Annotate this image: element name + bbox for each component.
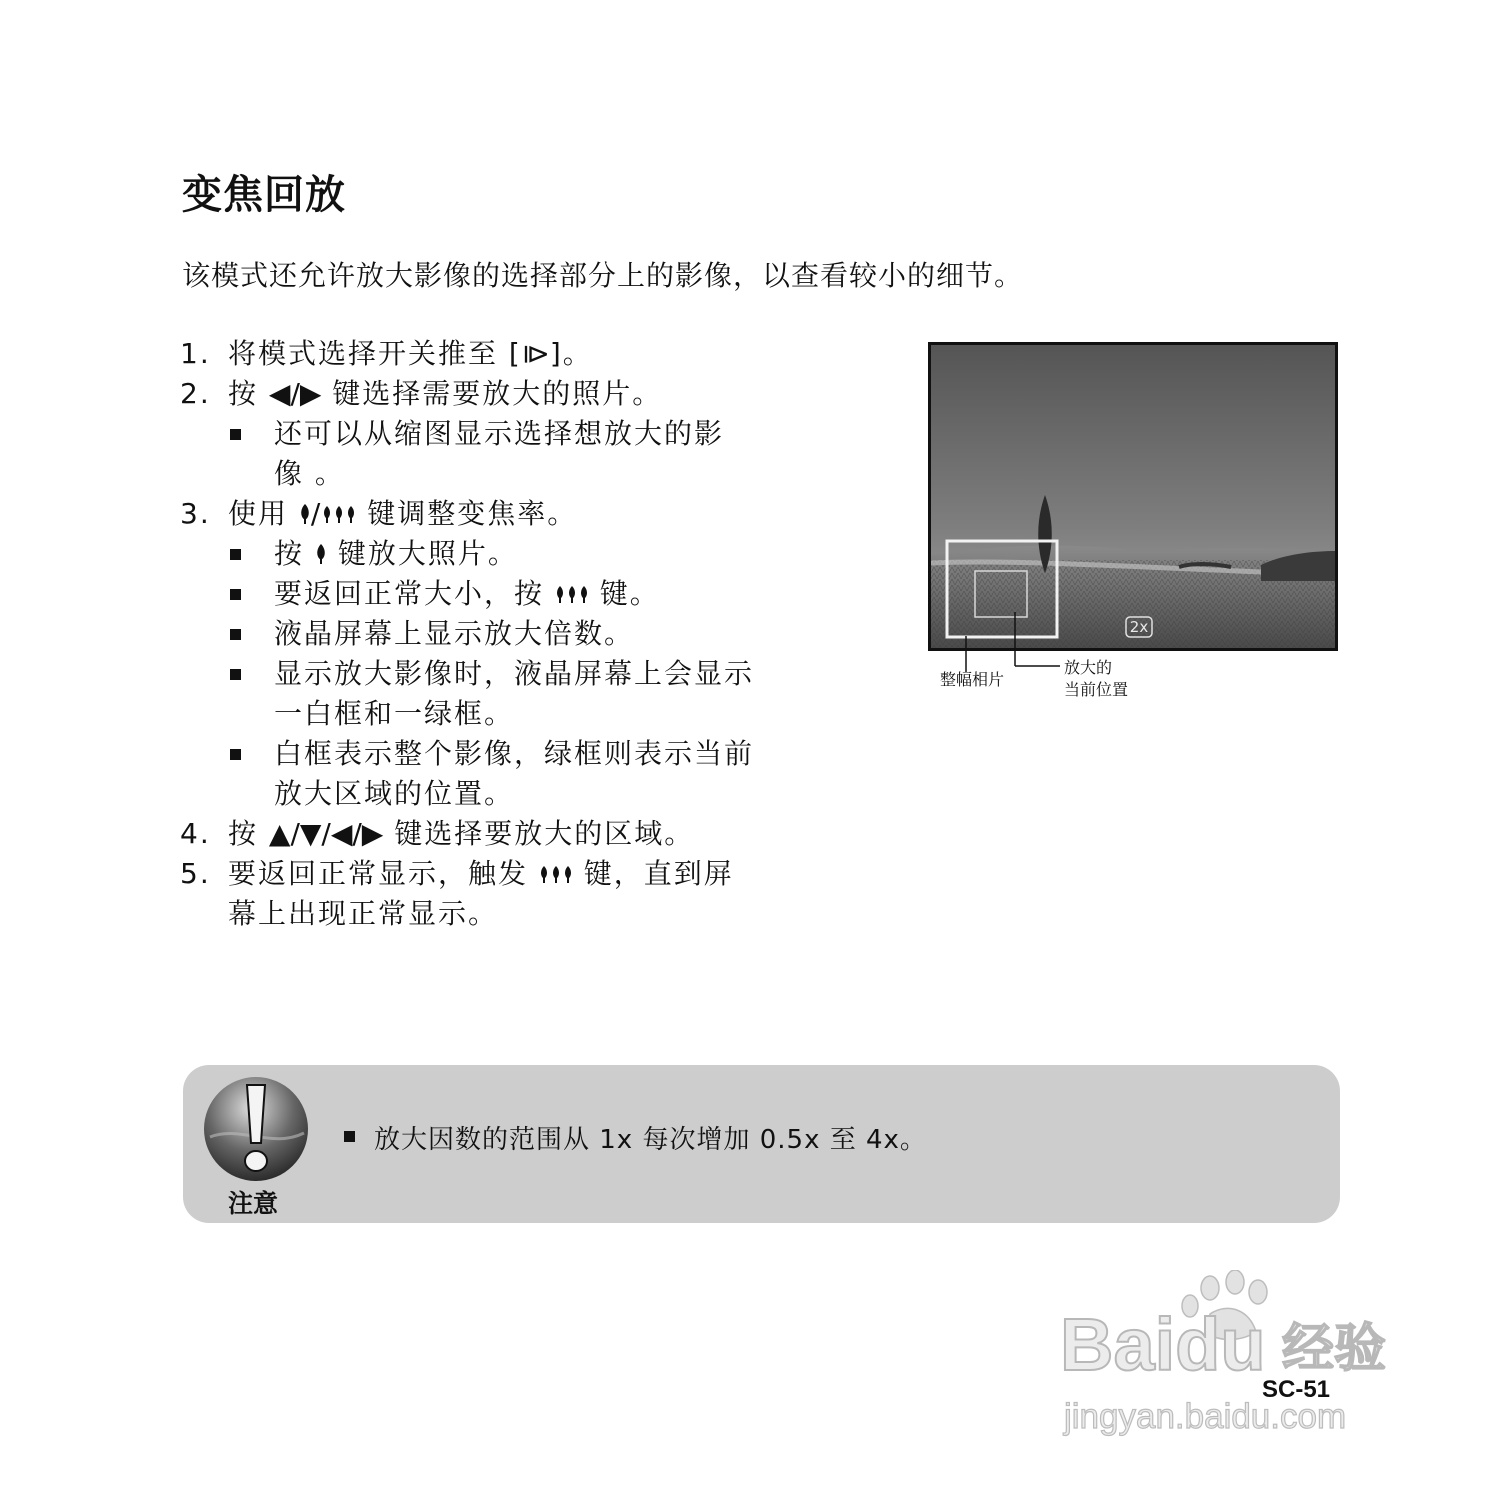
step-3-bullet-5: 白框表示整个影像，绿框则表示当前: [180, 734, 780, 774]
svg-text:经验: 经验: [1282, 1319, 1387, 1379]
svg-text:jingyan.baidu.com: jingyan.baidu.com: [1064, 1397, 1347, 1436]
step-3-bullet-1: 按 键放大照片。: [180, 534, 780, 574]
wide-zoom-icon: [555, 583, 589, 605]
step-3: 3. 使用 / 键调整变焦率。: [180, 497, 578, 530]
zoom-indicator: 2x: [1129, 618, 1149, 636]
bullet-icon: [230, 549, 241, 560]
direction-arrows-icon: ▲/▼/◀/▶: [268, 817, 384, 850]
step-4: 4. 按 ▲/▼/◀/▶ 键选择要放大的区域。: [180, 817, 695, 850]
step-3-bullet-3: 液晶屏幕上显示放大倍数。: [180, 614, 780, 654]
step-2: 2. 按 ◀/▶ 键选择需要放大的照片。: [180, 377, 663, 410]
tele-zoom-icon: [299, 503, 311, 525]
warning-icon: [200, 1077, 312, 1185]
step-3-bullet-4: 显示放大影像时，液晶屏幕上会显示: [180, 654, 780, 694]
caption-whole-photo: 整幅相片: [940, 670, 1005, 689]
bullet-icon: [230, 629, 241, 640]
svg-text:Baidu: Baidu: [1060, 1303, 1266, 1386]
step-list: 1. 将模式选择开关推至 [⧐]。 2. 按 ◀/▶ 键选择需要放大的照片。 还可以从缩图显示选择想放大的影 像 。 3. 使用 / 键调整变焦率。 按 键放大照片。 要返回正常大小，按 键。 液晶屏幕上显示放大倍数。 显示放大影像时，液晶屏幕上会显示 一白框和一绿框。 白框表示整个影像，绿框则表示当前 放大区域的位置。 4. 按 ▲/▼/◀/▶ 键选择要放大的区域。 5. 要返回正常显示，触发 键，直到屏 幕上出现正常显示。: [180, 334, 780, 934]
step-2-bullet-1: 还可以从缩图显示选择想放大的影: [180, 414, 780, 454]
section-title: 变焦回放: [182, 172, 346, 218]
step-1: 1. 将模式选择开关推至 [⧐]。: [180, 337, 593, 370]
bullet-icon: [230, 589, 241, 600]
step-3-bullet-2: 要返回正常大小，按 键。: [180, 574, 780, 614]
note-label: 注意: [228, 1189, 279, 1218]
bullet-icon: [230, 669, 241, 680]
baidu-watermark-logo: [1060, 1270, 1410, 1440]
note-text: 放大因数的范围从 1x 每次增加 0.5x 至 4x。: [374, 1125, 927, 1155]
wide-zoom-icon: [539, 863, 573, 885]
caption-current-position: 放大的 当前位置: [1064, 658, 1129, 699]
tele-zoom-icon: [315, 543, 327, 565]
bullet-icon: [344, 1131, 355, 1142]
bullet-icon: [230, 429, 241, 440]
bullet-icon: [230, 749, 241, 760]
intro-paragraph: 该模式还允许放大影像的选择部分上的影像，以查看较小的细节。: [182, 259, 1024, 292]
step-5: 5. 要返回正常显示，触发 键，直到屏: [180, 857, 734, 890]
playback-icon: ⧐: [521, 337, 550, 370]
left-right-arrow-icon: ◀/▶: [268, 377, 322, 410]
page-number: SC-51: [1262, 1376, 1331, 1403]
wide-zoom-icon: [322, 503, 356, 525]
